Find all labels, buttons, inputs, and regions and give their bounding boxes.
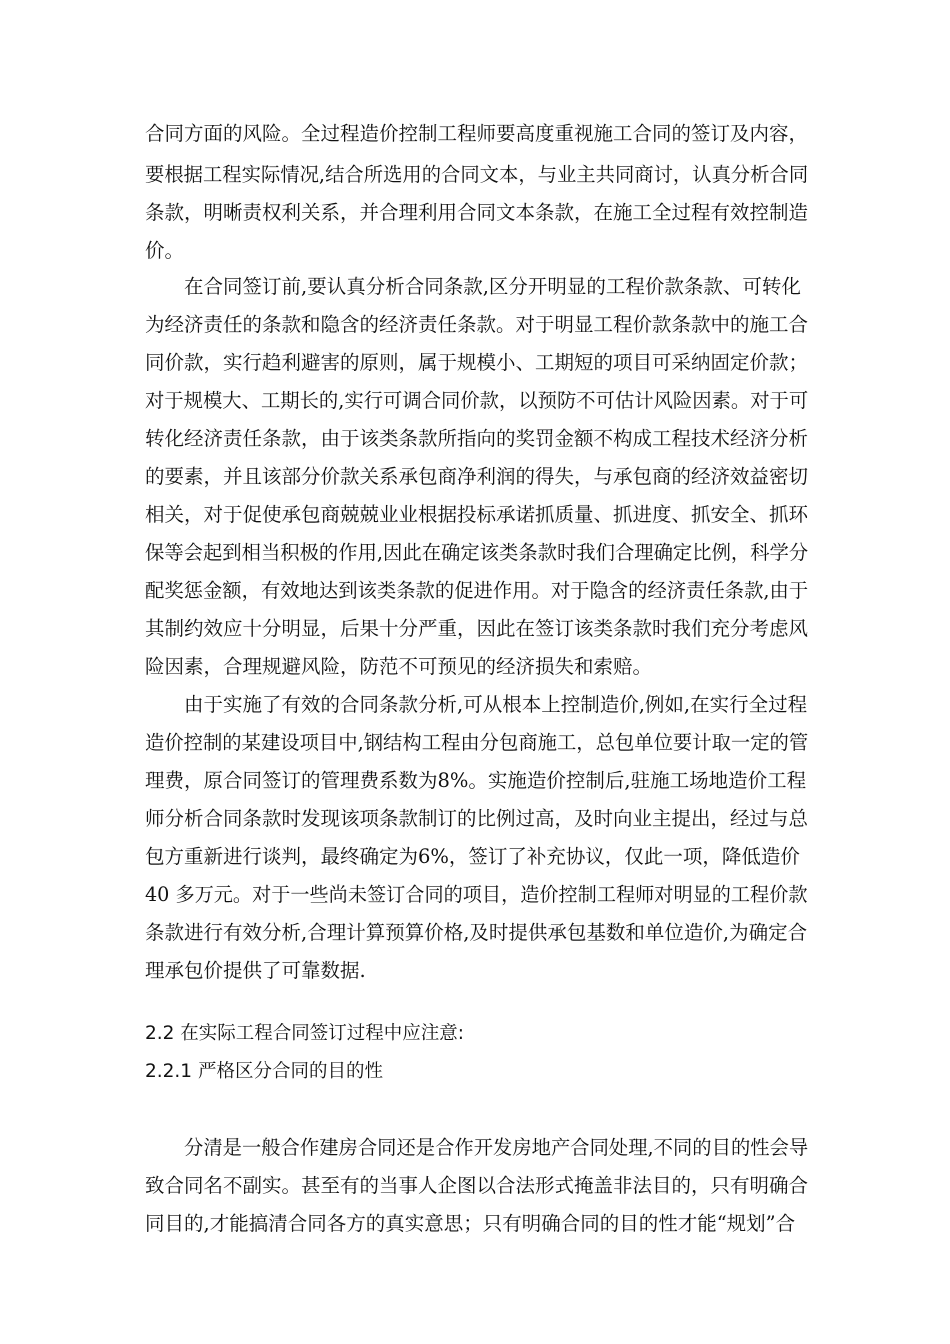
paragraph-2-line-2: 为经济责任的条款和隐含的经济责任条款。对于明显工程价款条款中的施工合	[145, 313, 809, 336]
section-heading: 2.2 在实际工程合同签订过程中应注意:	[145, 1023, 465, 1044]
subsection-heading: 2.2.1 严格区分合同的目的性	[145, 1061, 383, 1082]
paragraph-1-line-1: 合同方面的风险。全过程造价控制工程师要高度重视施工合同的签订及内容，	[145, 122, 809, 145]
paragraph-4-line-2: 致合同名不副实。甚至有的当事人企图以合法形式掩盖非法目的，只有明确合	[145, 1174, 809, 1197]
paragraph-3-line-4: 师分析合同条款时发现该项条款制订的比例过高，及时向业主提出，经过与总	[145, 807, 809, 830]
paragraph-3-line-6: 40 多万元。对于一些尚未签订合同的项目，造价控制工程师对明显的工程价款	[145, 883, 808, 906]
paragraph-2-line-7: 相关，对于促使承包商兢兢业业根据投标承诺抓质量、抓进度、抓安全、抓环	[145, 503, 809, 526]
paragraph-1-line-2: 要根据工程实际情况,结合所选用的合同文本，与业主共同商讨，认真分析合同	[145, 163, 809, 186]
paragraph-2-line-4: 对于规模大、工期长的,实行可调合同价款，以预防不可估计风险因素。对于可	[145, 389, 809, 412]
paragraph-2-line-5: 转化经济责任条款，由于该类条款所指向的奖罚金额不构成工程技术经济分析	[145, 427, 809, 450]
paragraph-3-line-8: 理承包价提供了可靠数据.	[145, 959, 366, 982]
paragraph-2-line-6: 的要素，并且该部分价款关系承包商净利润的得失，与承包商的经济效益密切	[145, 465, 809, 488]
paragraph-2-line-10: 其制约效应十分明显，后果十分严重，因此在签订该类条款时我们充分考虑风	[145, 617, 809, 640]
paragraph-2-line-1: 在合同签订前,要认真分析合同条款,区分开明显的工程价款条款、可转化	[184, 275, 801, 298]
paragraph-1-line-3: 条款，明晰责权利关系，并合理利用合同文本条款，在施工全过程有效控制造	[145, 201, 809, 224]
paragraph-3-line-2: 造价控制的某建设项目中,钢结构工程由分包商施工，总包单位要计取一定的管	[145, 731, 809, 754]
paragraph-2-line-8: 保等会起到相当积极的作用,因此在确定该类条款时我们合理确定比例，科学分	[145, 541, 809, 564]
paragraph-4-line-1: 分清是一般合作建房合同还是合作开发房地产合同处理,不同的目的性会导	[184, 1136, 809, 1159]
paragraph-2-line-11: 险因素，合理规避风险，防范不可预见的经济损失和索赔。	[145, 655, 653, 678]
paragraph-2-line-9: 配奖惩金额，有效地达到该类条款的促进作用。对于隐含的经济责任条款,由于	[145, 579, 809, 602]
paragraph-4-line-3: 同目的,才能搞清合同各方的真实意思；只有明确合同的目的性才能“规划”合	[145, 1212, 796, 1235]
paragraph-3-line-5: 包方重新进行谈判，最终确定为6%，签订了补充协议，仅此一项，降低造价	[145, 845, 800, 868]
paragraph-2-line-3: 同价款，实行趋利避害的原则，属于规模小、工期短的项目可采纳固定价款；	[145, 351, 809, 374]
paragraph-3-line-1: 由于实施了有效的合同条款分析,可从根本上控制造价,例如,在实行全过程	[184, 693, 808, 716]
paragraph-3-line-3: 理费，原合同签订的管理费系数为8%。实施造价控制后,驻施工场地造价工程	[145, 769, 807, 792]
paragraph-3-line-7: 条款进行有效分析,合理计算预算价格,及时提供承包基数和单位造价,为确定合	[145, 921, 808, 944]
paragraph-1-line-4: 价。	[145, 239, 185, 262]
